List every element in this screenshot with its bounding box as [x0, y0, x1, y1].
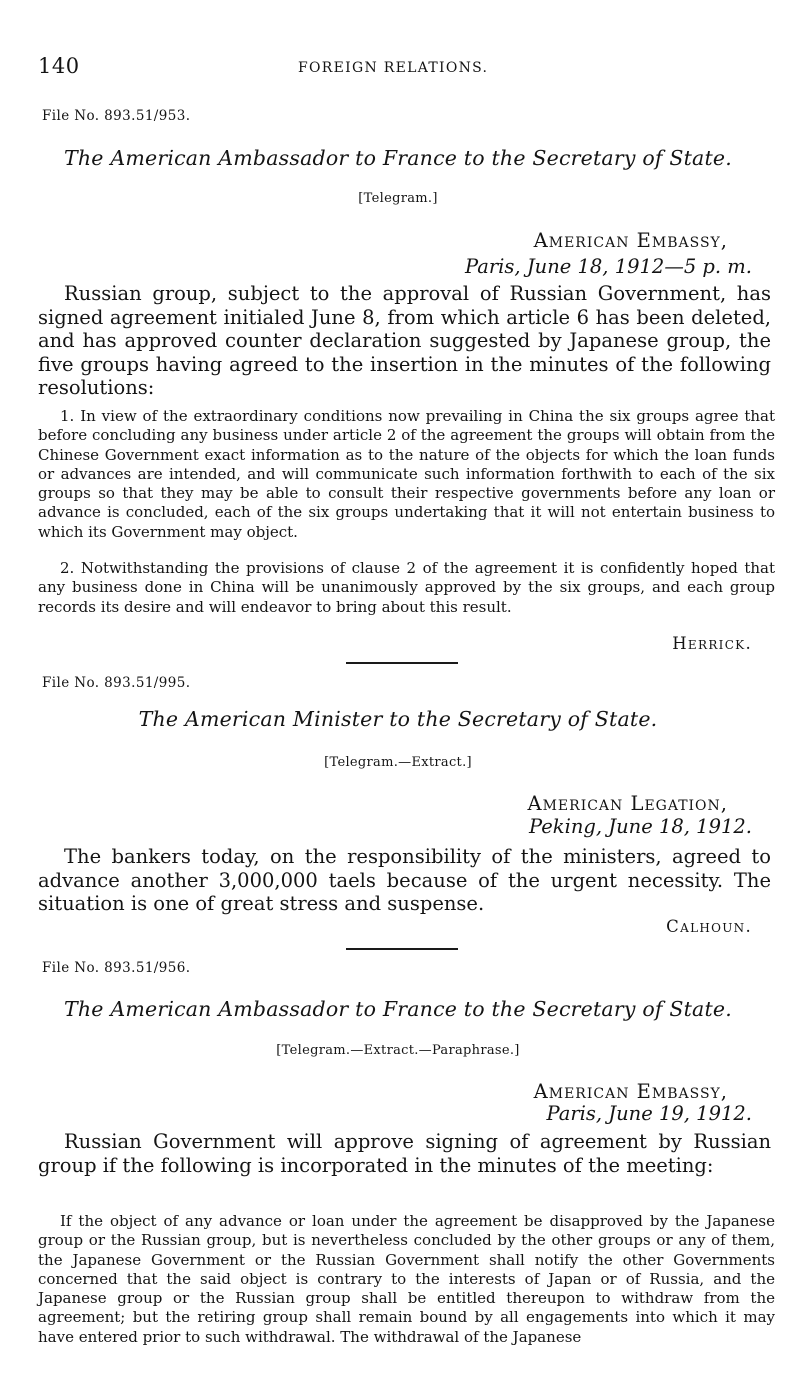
signature: Calhoun. [666, 917, 752, 936]
resolution-item: 1. In view of the extraordinary conditions now prevailing in China the six groups agree that before concluding any business under article 2 of the agreement the groups will obtain from the Chinese Government exact information as to the nature of the objects for which the loan funds or advances are intended, and will communicate such information forthwith to each of the six groups so that they may be able to consult their respective governments before any loan or advance is concluded, each of the six groups undertaking that it will not entertain business to which its Government may object. [38, 407, 775, 541]
running-head: FOREIGN RELATIONS. [298, 60, 489, 76]
place-line: American Embassy, [533, 1080, 728, 1103]
place-line: American Embassy, [533, 229, 728, 252]
document-title: The American Ambassador to France to the Secretary of State. [64, 146, 732, 170]
document-type: [Telegram.—Extract.—Paraphrase.] [276, 1043, 520, 1058]
dateline: Paris, June 18, 1912—5 p. m. [464, 255, 752, 278]
quoted-condition: If the object of any advance or loan under the agreement be disapproved by the Japanese group or the Russian group, but is nevertheless concluded by the other groups or any of them, the Japanese Government or the Russian Government shall notify the other Governments concerned that the said object is contrary to the interests of Japan or of Russia, and the Japanese group or the Russian group shall be entitled thereupon to withdraw from the agreement; but the retiring group shall remain bound by all engagements into which it may have entered prior to such withdrawal. The withdrawal of the Japanese [38, 1212, 775, 1346]
section-divider [346, 948, 458, 950]
document-type: [Telegram.—Extract.] [324, 755, 472, 770]
dateline: Peking, June 18, 1912. [529, 815, 752, 838]
telegram-body: The bankers today, on the responsibility of the ministers, agreed to advance another 3,000,000 taels because of the urgent necessity. The situation is one of great stress and suspense. [38, 845, 771, 915]
signature: Herrick. [672, 634, 752, 653]
document-type: [Telegram.] [358, 191, 438, 206]
resolution-item: 2. Notwithstanding the provisions of clause 2 of the agreement it is confidently hoped that any business done in China will be unanimously approved by the six groups, and each group records its desire and will endeavor to bring about this result. [38, 559, 775, 616]
telegram-body: Russian Government will approve signing of agreement by Russian group if the following is incorporated in the minutes of the meeting: [38, 1130, 771, 1177]
page-header [38, 54, 778, 88]
section-divider [346, 662, 458, 664]
file-number: File No. 893.51/956. [42, 960, 191, 976]
page-number: 140 [38, 54, 80, 78]
telegram-body: Russian group, subject to the approval of Russian Government, has signed agreement initialed June 8, from which article 6 has been deleted, and has approved counter declaration suggested by Japanese group, the five groups having agreed to the insertion in the minutes of the following resolutions: [38, 282, 771, 399]
document-title: The American Minister to the Secretary of State. [138, 707, 658, 731]
place-line: American Legation, [527, 792, 728, 815]
document-title: The American Ambassador to France to the Secretary of State. [64, 997, 732, 1021]
file-number: File No. 893.51/995. [42, 675, 191, 691]
file-number: File No. 893.51/953. [42, 108, 191, 124]
dateline: Paris, June 19, 1912. [546, 1102, 752, 1125]
